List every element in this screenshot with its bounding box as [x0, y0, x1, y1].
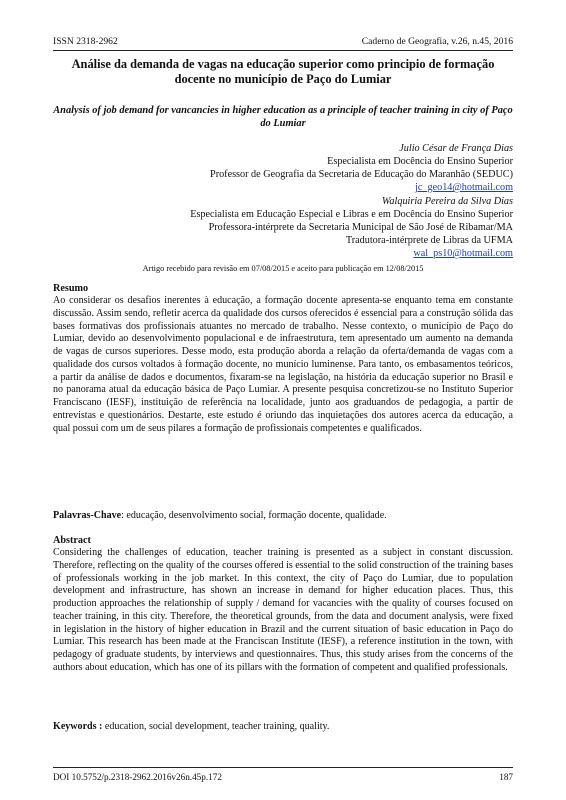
palavras-chave-text: : educação, desenvolvimento social, formação docente, qualidade.	[121, 510, 387, 521]
page-number: 187	[499, 772, 513, 782]
keywords-text: education, social development, teacher training, quality.	[102, 721, 330, 732]
author-name: Walquiria Pereira da Silva Dias	[381, 196, 513, 207]
author-block-1	[53, 142, 513, 194]
abstract-text: Considering the challenges of education, teacher training is presented as a subject in constant discussion. Therefore, reflecting on the quality of the courses offered is essential to the solid construction of the training bases of professionals working in the job market. In this context, the city of Paço do Lumiar, due to population development and infrastructure, has shown an increase in demand for higher education places. Thus, this production approaches the relationship of supply / demand for vacancies with the quality of courses focused on teacher training, in this city. Therefore, the theoretical grounds, from the data and document analysis, were fixed in legislation in the history of higher education in Brazil and the current situation of basic education in Paço do Lumiar. This research has been made at the Franciscan Institute (IESF), a reference institution in the town, with pedagogy of graduate students, by interviews and questionnaires. Thus, this study arises from the concerns of the authors about education, which has one of its pillars with the formation of competent and qualified professionals.	[53, 547, 513, 673]
journal-citation: Caderno de Geografia, v.26, n.45, 2016	[361, 36, 513, 47]
keywords	[53, 721, 513, 734]
title-english: Analysis of job demand for vancancies in higher education as a principle of teacher training in city of Paço do Lumiar	[53, 105, 513, 129]
author-email-link[interactable]: wal_ps10@hotmail.com	[413, 248, 513, 259]
author-affiliation: Especialista em Educação Especial e Libras e em Docência do Ensino Superior	[190, 209, 513, 220]
author-affiliation: Tradutora-intérprete de Libras da UFMA	[345, 235, 513, 246]
header-rule	[53, 50, 513, 51]
author-email-link[interactable]: jc_geo14@hotmail.com	[415, 182, 513, 193]
author-affiliation: Especialista em Docência do Ensino Superior	[327, 156, 513, 167]
author-affiliation: Professor de Geografia da Secretaria de Educação do Maranhão (SEDUC)	[210, 169, 513, 180]
doi: DOI 10.5752/p.2318-2962.2016v26n.45p.172	[53, 772, 222, 782]
author-name: Julio César de França Dias	[399, 143, 513, 154]
palavras-chave	[53, 510, 513, 523]
abstract-heading: Abstract	[53, 535, 91, 546]
footer-rule	[53, 767, 513, 768]
author-block-2	[53, 195, 513, 260]
received-note: Artigo recebido para revisão em 07/08/2015 e aceito para publicação em 12/08/2015	[142, 264, 424, 273]
resumo-text: Ao considerar os desafios inerentes à educação, a formação docente apresenta-se enquanto tema em constante discussão. Assim sendo, refletir acerca da qualidade dos cursos oferecidos é essencial para a construção sólida das bases formativas dos profissionais atuantes no mercado de trabalho. Nesse contexto, o município de Paço do Lumiar, devido ao desenvolvimento populacional e de infraestrutura, tem apresentado um aumento na demanda de vagas de cursos superiores. Desse modo, esta produção aborda a relação da oferta/demanda de vagas com a qualidade dos cursos voltados à formação docente, no munício luminense. Para tanto, os embasamentos teóricos, a partir da análise de dados e documentos, fixaram-se na legislação, na história da educação superior no Brasil e no panorama atual da educação básica de Paço Lumiar. A presente pesquisa concretizou-se no Instituto Superior Franciscano (IESF), instituição de referência na localidade, junto aos graduandos de pedagogia, a partir de entrevistas e questionários. Destarte, este estudo é oriundo das inquietações dos autores acerca da educação, a qual possui com um de seus pilares a formação de profissionais competentes e qualificados.	[53, 295, 513, 434]
author-affiliation: Professora-intérprete da Secretaria Municipal de São José de Ribamar/MA	[208, 222, 513, 233]
running-header	[53, 36, 513, 48]
issn: ISSN 2318-2962	[53, 36, 118, 47]
keywords-label: Keywords :	[53, 721, 103, 732]
title-portuguese: Análise da demanda de vagas na educação superior como principio de formação docente no município de Paço do Lumiar	[71, 57, 495, 86]
page-footer	[53, 771, 513, 783]
resumo-heading: Resumo	[53, 283, 89, 294]
palavras-chave-label: Palavras-Chave	[53, 510, 122, 521]
